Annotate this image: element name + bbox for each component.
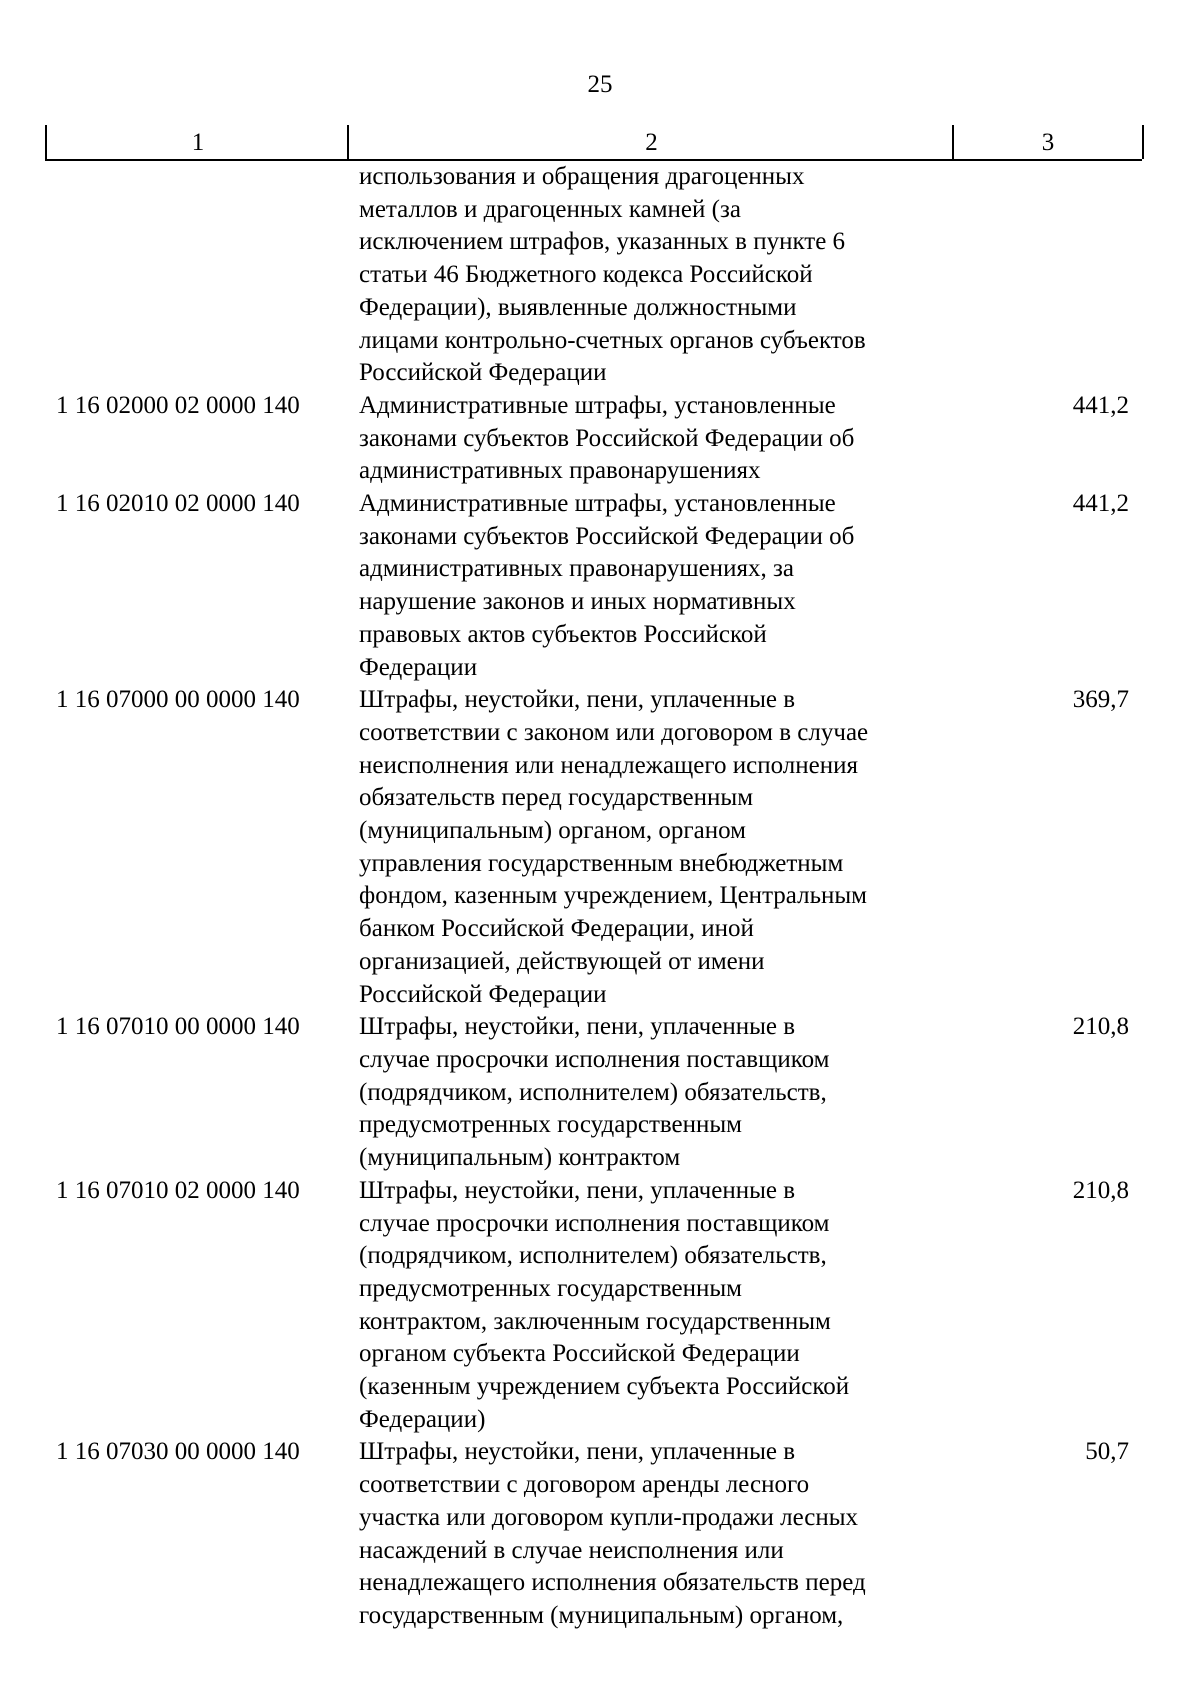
description-line: Штрафы, неустойки, пени, уплаченные в: [359, 1176, 796, 1204]
description-line: органом субъекта Российской Федерации: [359, 1340, 800, 1368]
amount-cell: 50,7: [1085, 1438, 1129, 1466]
description-line: государственным (муниципальным) органом,: [359, 1601, 844, 1629]
column-header-3: 3: [952, 125, 1144, 159]
description-line: (подрядчиком, исполнителем) обязательств,: [359, 1078, 827, 1106]
budget-code-cell: 1 16 07000 00 0000 140: [56, 686, 300, 714]
budget-code-cell: 1 16 02010 02 0000 140: [56, 490, 300, 518]
description-line: банком Российской Федерации, иной: [359, 915, 754, 943]
budget-code-cell: [45, 161, 347, 390]
description-line: Штрафы, неустойки, пени, уплаченные в: [359, 686, 796, 714]
amount-cell: 210,8: [1072, 1176, 1129, 1204]
description-cell: [347, 390, 952, 488]
amount-cell: 441,2: [1072, 490, 1129, 518]
table-row: [45, 684, 1142, 1011]
description-line: предусмотренных государственным: [359, 1274, 742, 1302]
amount-cell: [952, 161, 1140, 390]
description-cell: [347, 684, 952, 1011]
budget-code-cell: 1 16 07010 00 0000 140: [56, 1013, 300, 1041]
description-line: Российской Федерации: [359, 980, 607, 1008]
description-line: нарушение законов и иных нормативных: [359, 588, 796, 616]
description-line: (казенным учреждением субъекта Российской: [359, 1373, 850, 1401]
description-line: исключением штрафов, указанных в пункте 6: [359, 228, 846, 256]
description-line: лицами контрольно-счетных органов субъектов: [359, 326, 866, 354]
table-header-row: [45, 125, 1142, 161]
description-line: использования и обращения драгоценных: [359, 163, 805, 190]
table-row: [45, 1436, 1142, 1632]
description-line: контрактом, заключенным государственным: [359, 1307, 831, 1335]
description-line: насаждений в случае неисполнения или: [359, 1536, 784, 1564]
description-line: соответствии с договором аренды лесного: [359, 1471, 810, 1499]
description-line: фондом, казенным учреждением, Центральным: [359, 882, 867, 910]
description-line: неисполнения или ненадлежащего исполнения: [359, 751, 859, 779]
description-line: (муниципальным) контрактом: [359, 1144, 681, 1172]
description-cell: [347, 488, 952, 684]
description-line: предусмотренных государственным: [359, 1111, 742, 1139]
description-line: Федерации: [359, 653, 478, 681]
column-header-1: 1: [45, 125, 349, 159]
description-line: случае просрочки исполнения поставщиком: [359, 1209, 830, 1237]
description-line: Федерации): [359, 1405, 486, 1433]
table-row: [45, 1011, 1142, 1175]
description-line: (муниципальным) органом, органом: [359, 817, 746, 845]
description-line: Штрафы, неустойки, пени, уплаченные в: [359, 1438, 796, 1466]
description-line: Штрафы, неустойки, пени, уплаченные в: [359, 1013, 796, 1041]
budget-code-cell: 1 16 07030 00 0000 140: [56, 1438, 300, 1466]
description-line: законами субъектов Российской Федерации об: [359, 424, 855, 452]
description-line: Административные штрафы, установленные: [359, 391, 836, 419]
description-cell: [347, 161, 952, 390]
table-body: [45, 161, 1142, 1633]
table-row: [45, 1175, 1142, 1437]
description-line: Административные штрафы, установленные: [359, 490, 836, 518]
description-line: управления государственным внебюджетным: [359, 849, 844, 877]
page-number: 25: [587, 71, 613, 98]
budget-code-cell: 1 16 02000 02 0000 140: [56, 391, 300, 419]
description-line: Федерации), выявленные должностными: [359, 293, 797, 321]
description-line: случае просрочки исполнения поставщиком: [359, 1045, 830, 1073]
description-cell: [347, 1436, 952, 1632]
description-line: законами субъектов Российской Федерации об: [359, 522, 855, 550]
description-line: административных правонарушениях, за: [359, 555, 794, 583]
description-line: организацией, действующей от имени: [359, 947, 765, 975]
description-line: (подрядчиком, исполнителем) обязательств,: [359, 1242, 827, 1270]
description-line: статьи 46 Бюджетного кодекса Российской: [359, 261, 813, 289]
revenue-table: [45, 125, 1142, 1633]
description-line: ненадлежащего исполнения обязательств перед: [359, 1569, 866, 1597]
table-row: [45, 390, 1142, 488]
description-line: соответствии с законом или договором в случае: [359, 718, 869, 746]
description-line: обязательств перед государственным: [359, 784, 754, 812]
description-line: Российской Федерации: [359, 359, 607, 387]
description-cell: [347, 1175, 952, 1437]
amount-cell: 441,2: [1072, 391, 1129, 419]
description-line: участка или договором купли-продажи лесных: [359, 1503, 859, 1531]
description-cell: [347, 1011, 952, 1175]
table-row: [45, 488, 1142, 684]
amount-cell: 369,7: [1072, 686, 1129, 714]
table-row: [45, 161, 1142, 390]
description-line: металлов и драгоценных камней (за: [359, 195, 741, 223]
budget-code-cell: 1 16 07010 02 0000 140: [56, 1176, 300, 1204]
amount-cell: 210,8: [1072, 1013, 1129, 1041]
column-header-2: 2: [347, 125, 954, 159]
description-line: правовых актов субъектов Российской: [359, 620, 767, 648]
description-line: административных правонарушениях: [359, 457, 761, 485]
